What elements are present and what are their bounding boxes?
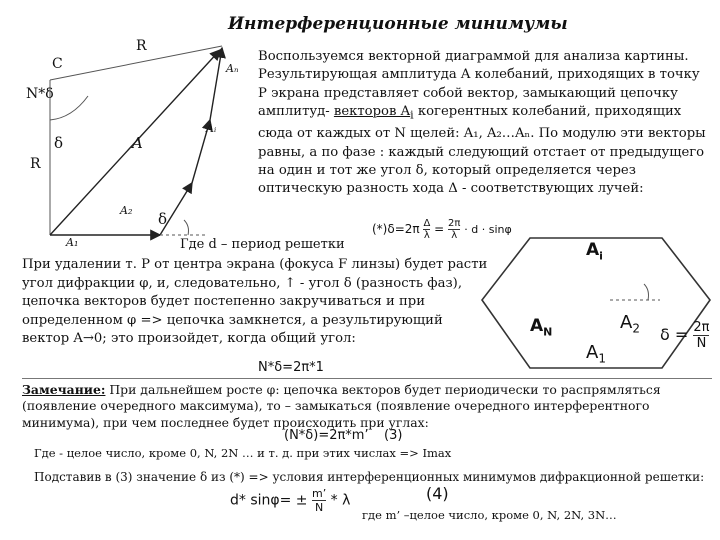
hex-label-an: $A_N$: [530, 316, 553, 339]
label-a-1: A₁: [66, 236, 79, 249]
hex-label-a1: $A_1$: [586, 342, 606, 366]
formula-4-frac: $\frac{m’}{N}$: [312, 487, 327, 514]
delta-arc: [184, 220, 189, 235]
label-delta-1: δ: [54, 134, 64, 152]
label-a-n: Aₙ: [226, 62, 239, 75]
divider: [22, 378, 712, 379]
remark-paragraph: [22, 382, 712, 431]
where-d: Где d – период решетки: [180, 237, 345, 252]
intro-text-before: Воспользуемся векторной диаграммой для анализа картины. Результирующая амплитуда A колебаний, приходящих в точку P экрана представляет собой вектор, замыкающий цепочку амплитуд-: [258, 49, 700, 120]
where-m: Где - целое число, кроме 0, N, 2N … и т. д. при этих числах => Imax: [34, 446, 452, 460]
page-title: Интерференционные минимумы: [228, 14, 568, 34]
formula-3-label: (3): [384, 428, 403, 443]
main-paragraph: При удалении т. P от центра экрана (фокуса F линзы) будет расти угол дифракции φ, и, следовательно, ↑ - угол δ (разность фаз), цепочка векторов будет постепенно закручиваться и при определенном φ => цепочка замкнется, а результирующий вектор A→0; это произойдет, когда общий угол:: [22, 257, 488, 347]
hex-label-ai: $A_i$: [586, 240, 603, 263]
formula-star-frac2: $\frac{2\pi}{\lambda}$: [448, 218, 461, 241]
remark-text: При дальнейшем росте φ: цепочка векторов будет периодически то распрямляться (появление очередного максимума), то – замыкаться (появление очередного интерферентного минимума), при чем последнее будет происходить при углах:: [22, 382, 661, 430]
label-c: C: [52, 56, 63, 72]
hex-delta-formula: δ = $\frac{2\pi}{N}$: [660, 320, 710, 351]
formula-4: d* sinφ= ± $\frac{m’}{N}$ * λ: [230, 487, 351, 514]
formula-n-delta: N*δ=2π*1: [258, 360, 324, 375]
hex-label-a2: $A_2$: [620, 312, 640, 336]
label-n-delta: N*δ: [26, 86, 54, 102]
label-a-resultant: A: [132, 134, 143, 152]
label-r-top: R: [136, 38, 147, 54]
angle-arc: [50, 96, 88, 120]
substitute-text: Подставив в (3) значение δ из (*) => условия интерференционных минимумов дифракционной решетки:: [34, 470, 705, 484]
remark-label: Замечание:: [22, 382, 106, 397]
label-r-left: R: [30, 156, 41, 172]
hex-delta-frac: $\frac{2\pi}{N}$: [693, 320, 710, 351]
formula-star-frac1: $\frac{\Delta}{\lambda}$: [423, 218, 431, 241]
where-m2: где m’ –целое число, кроме 0, N, 2N, 3N…: [362, 508, 617, 522]
label-a-i: Aᵢ: [206, 122, 217, 135]
label-delta-bottom: δ: [158, 210, 168, 228]
hex-delta-arc: [644, 284, 649, 300]
formula-4-label: (4): [426, 484, 449, 503]
intro-text-after: когерентных колебаний, приходящих сюда от каждых от N щелей: A₁, A₂…Aₙ. По модулю эти векторы равны, а по фазе : каждый следующий отстает от предыдущего на один и тот же угол δ, который определяется через оптическую разность хода Δ - соответствующих лучей:: [258, 104, 706, 197]
label-a-2: A₂: [120, 204, 133, 217]
formula-3: (N*δ)=2π*m’: [284, 428, 369, 443]
formula-star: (*)δ=2π $\frac{\Delta}{\lambda}$ = $\frac{2\pi}{\lambda}$ · d · sinφ: [372, 218, 512, 241]
intro-underlined: векторов $A_i$: [333, 104, 414, 122]
